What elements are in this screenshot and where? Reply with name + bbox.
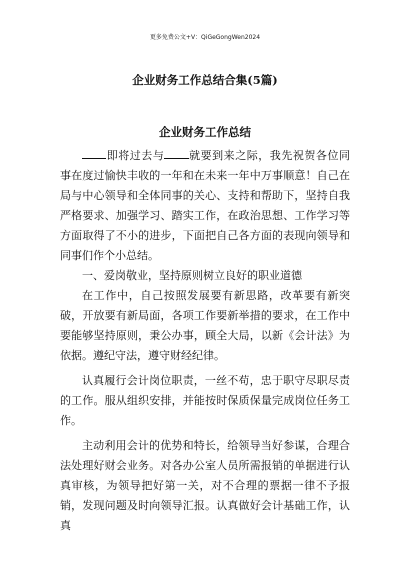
section-title: 企业财务工作总结 — [159, 125, 251, 139]
intro-text-b: 就要到来之际，我先祝贺各位同事在度过愉快丰收的一年和在未来一年中万事顺意！自己在局与中心领导和全体同事的关心、支持和帮助下，坚持自我严格要求、加强学习、踏实工作，在政治思想、工作学习等方面取得了不小的进步，下面把自己各方面的表现向领导和同事们作个小总结。 — [60, 149, 350, 262]
body-paragraph: 在工作中，自己按照发展要有新思路，改革要有新突破，开放要有新局面，各项工作要新举措的要求，在工作中要能够坚持原则，秉公办事，顾全大局，以新《会计法》为依据。遵纪守法，遵守财经纪律。 — [60, 289, 350, 362]
document-title: 企业财务工作总结合集(5篇) — [132, 73, 278, 87]
intro-text-a: 即将过去与 — [106, 149, 165, 162]
body-paragraph: 认真履行会计岗位职责，一丝不苟，忠于职守尽职尽责的工作。服从组织安排，并能按时保质保量完成岗位任务工作。 — [60, 374, 350, 427]
blank-line — [164, 148, 188, 159]
intro-paragraph — [60, 146, 350, 266]
blank-line — [82, 148, 106, 159]
body-paragraph: 主动利用会计的优势和特长，给领导当好参谋，合理合法处理好财会业务。对各办公室人员所需报销的单据进行认真审核，为领导把好第一关，对不合理的票据一律不予报销，发现问题及时向领导汇报。认真做好会计基础工作，认真 — [60, 439, 350, 532]
section-heading: 一、爱岗敬业，坚持原则树立良好的职业道德 — [82, 269, 302, 282]
header-note: 更多免费公文+V：QiGeGongWen2024 — [149, 34, 261, 41]
document-body — [60, 146, 350, 536]
